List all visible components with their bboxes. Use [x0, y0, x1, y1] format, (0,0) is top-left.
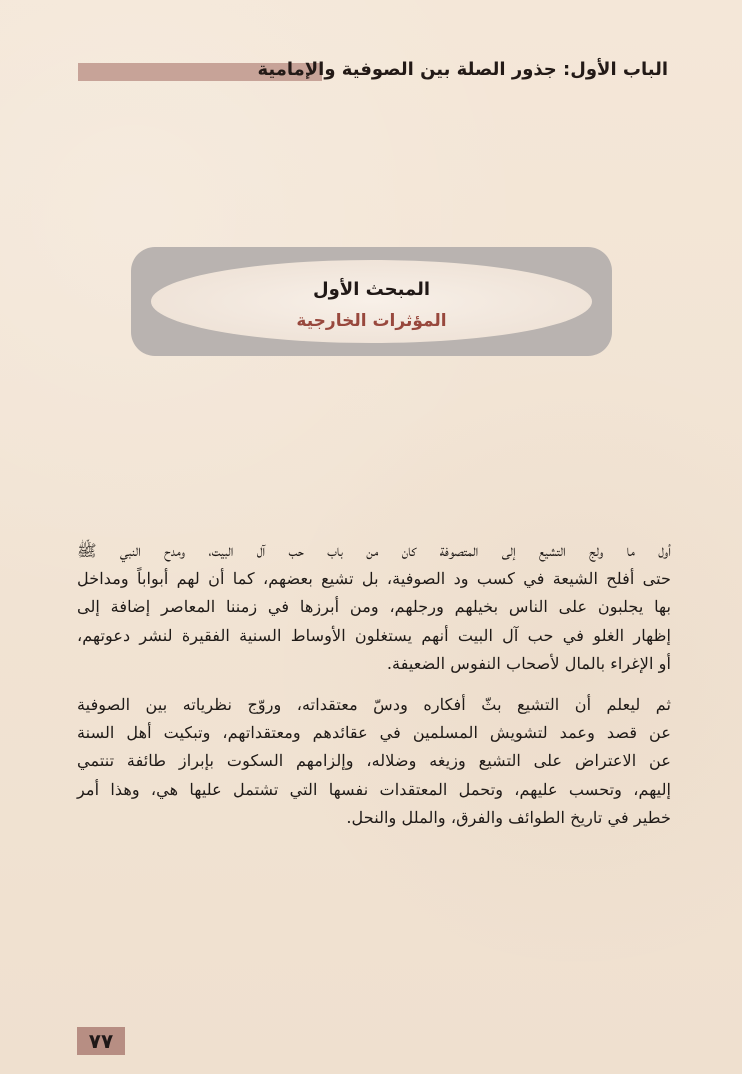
paragraph-line: عن قصد وعمد لتشويش المسلمين في عقائدهم ومعتقداتهم، وتبكيت أهل السنة — [77, 723, 671, 743]
section-heading-box — [131, 247, 612, 356]
paragraph-line: أول ما ولج التشيع إلى المتصوفة كان من باب حب آل البيت، ومدح النبي ﷺ — [77, 541, 671, 560]
section-heading-ellipse — [151, 260, 592, 343]
paragraph-line: بها يجلبون على الناس بخيلهم ورجلهم، ومن أبرزها في زمننا المعاصر إضافة إلى — [77, 597, 671, 617]
running-header — [78, 60, 668, 84]
paragraph-line: إليهم، وتحسب عليهم، وتحمل المعتقدات نفسها التي تشتمل عليها هي، وهذا أمر — [77, 779, 671, 799]
paragraph-line: أو الإغراء بالمال لأصحاب النفوس الضعيفة. — [386, 653, 671, 673]
header-title: الباب الأول: جذور الصلة بين الصوفية والإمامية — [257, 59, 668, 80]
section-subtitle: المؤثرات الخارجية — [296, 311, 447, 331]
paragraph-2 — [77, 691, 671, 832]
paragraph-line: ثم ليعلم أن التشيع بثّ أفكاره ودسّ معتقداته، وروّج نظرياته بين الصوفية — [77, 695, 671, 715]
page-number: ٧٧ — [88, 1029, 114, 1053]
paragraph-line: عن الاعتراض على التشيع وزيغه وضلاله، وإلزامهم السكوت بإبراز طائفة تنتمي — [77, 751, 671, 771]
paragraph-line: حتى أفلح الشيعة في كسب ود الصوفية، بل تشيع بعضهم، كما أن لهم أبواباً ومداخل — [77, 569, 671, 589]
paragraph-1 — [77, 537, 671, 678]
body-text — [77, 537, 671, 832]
section-title: المبحث الأول — [312, 279, 431, 300]
paragraph-line: خطير في تاريخ الطوائف والفرق، والملل والنحل. — [346, 807, 671, 827]
paragraph-line: إظهار الغلو في حب آل البيت أنهم يستغلون الأوساط السنية الفقيرة لنشر دعوتهم، — [77, 625, 671, 645]
page-number-box — [77, 1027, 125, 1055]
